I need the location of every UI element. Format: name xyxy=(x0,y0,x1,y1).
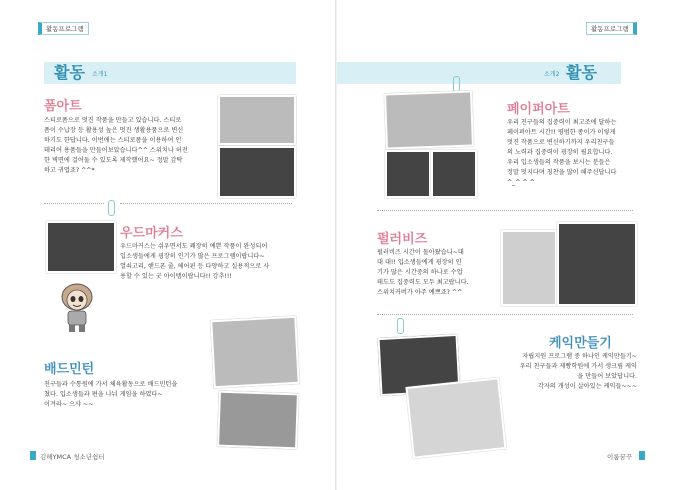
section-text-perler-beads xyxy=(377,248,507,298)
section-title-wood-markers: 우드마커스 xyxy=(120,226,183,241)
section-title-badminton: 배드민턴 xyxy=(44,362,95,377)
photo-paper-art-2 xyxy=(385,150,431,198)
left-page xyxy=(0,0,336,490)
section-text-foam-art xyxy=(44,116,214,176)
text-line: 한 벽면에 걸어둘 수 있도록 제작했어요~ 정말 감탁 xyxy=(44,157,183,164)
text-line: 정말 멋지다며 칭찬을 많이 해주신답니다 xyxy=(507,169,617,176)
text-line: ^_^ ^ ^ xyxy=(507,179,535,186)
band-title: 활동 xyxy=(566,63,597,82)
mascot-illustration xyxy=(58,282,96,334)
band-subtitle: 소개1 xyxy=(92,71,108,78)
divider xyxy=(377,210,633,211)
text-line: 태도도 집중력도 모두 최고랍니다. xyxy=(377,279,469,286)
text-line: 용할 수 있는 굿 아이템이랍니다!! 강추!!! xyxy=(120,273,232,280)
section-title-foam-art: 폼아트 xyxy=(44,99,82,114)
section-text-paper-art xyxy=(507,118,657,188)
text-line: 쳤다. 입소생들과 편을 나눠 게임을 하였다~ xyxy=(44,391,163,398)
divider xyxy=(44,203,104,204)
section-text-badminton xyxy=(44,380,209,410)
text-line: 펄러비즈 시간이 돌아왔습니~대 xyxy=(377,249,464,256)
text-line: 각자의 개성이 살아있는 케익들~~~ xyxy=(537,383,637,390)
text-line: 기가 많은 시간중의 하나로 수업 xyxy=(377,269,463,276)
section-band xyxy=(44,62,296,84)
text-line: 하기도 한답니다. 이번에는 스티로폼을 이용하여 인 xyxy=(44,137,182,144)
text-line: 우리 친구들의 집중력이 최고조에 달하는 xyxy=(507,119,617,126)
text-line: 우리 입소생들의 작품을 보시는 분들은 xyxy=(507,159,611,166)
text-line: 우드마커스는 쉬우면서도 꽤장히 예쁜 작품이 완성되어 xyxy=(120,243,268,250)
section-text-cake-making xyxy=(477,352,637,392)
text-line: 친구들과 수통원에 가서 체육활동으로 배드민턴을 xyxy=(44,381,178,388)
paperclip-icon xyxy=(108,200,115,216)
text-line: 이겨라~ 으샤 ~~ xyxy=(44,401,94,408)
header-tag: 활동프로그램 xyxy=(38,22,89,35)
photo-badminton-1 xyxy=(210,316,299,388)
text-line: 폼이 수납장 등 활용성 높은 멋진 생활용품으로 변신 xyxy=(44,127,184,134)
photo-foam-art-2 xyxy=(218,146,296,198)
text-line: 자립지원 프로그램 중 하나인 케익만들기~ xyxy=(522,353,637,360)
band-subtitle: 소개2 xyxy=(544,71,560,78)
section-title-perler-beads: 펄러비즈 xyxy=(377,232,428,247)
text-line: 스위치커버가 아주 예쁘죠? ^^ xyxy=(377,289,463,296)
photo-paper-art-1 xyxy=(384,90,474,149)
text-line: 테리어 용품들을 만들어보았습니다^^ 스위치나 허전 xyxy=(44,147,188,154)
footer-bar xyxy=(30,451,36,460)
section-band xyxy=(337,62,621,84)
text-line: 멋진 작품으로 변신하기까지 우리친구들 xyxy=(507,139,615,146)
photo-perler-beads-2 xyxy=(557,222,637,306)
text-line: 의 노력과 집중력이 굉장히 필요합니다. xyxy=(507,149,613,156)
band-title: 활동 xyxy=(54,63,85,82)
section-title-paper-art: 페이퍼아트 xyxy=(507,102,570,117)
text-line: 열쇠고리, 핸드폰 줄, 헤어핀 등 다양하고 실용적으로 사 xyxy=(120,263,270,270)
paperclip-icon xyxy=(453,76,460,92)
text-line: 을 만들어 보았답니다. xyxy=(577,373,637,380)
footer-text: 김해YMCA 청소년쉼터 xyxy=(40,453,105,461)
photo-foam-art-1 xyxy=(218,95,296,145)
divider xyxy=(377,314,633,315)
footer-bar xyxy=(639,451,645,460)
text-line: 스티로폼으로 멋진 작품을 만들고 있습니다. 스티로 xyxy=(44,117,182,124)
text-line: 대 대!! 입소생들에게 굉장히 인 xyxy=(377,259,462,266)
right-page xyxy=(337,0,673,490)
text-line: 입소생들에게 굉장히 인기가 많은 프로그램이랍니다~ xyxy=(120,253,265,260)
text-line: 하고 귀엽죠? ^^* xyxy=(44,167,95,174)
photo-badminton-2 xyxy=(217,391,299,450)
footer-text: 이룸꿈꾸 xyxy=(607,453,633,461)
text-line: 페이퍼아트 시간!! 평범한 종이가 이렇게 xyxy=(507,129,616,136)
text-line: 우리 친구들과 제빵학원에 가서 생크림 케익 xyxy=(519,363,637,370)
photo-wood-markers xyxy=(46,221,116,273)
section-title-cake-making: 케익만들기 xyxy=(549,336,612,351)
photo-perler-beads-1 xyxy=(501,230,557,306)
divider xyxy=(120,203,292,204)
section-text-wood-markers xyxy=(120,242,300,282)
photo-paper-art-3 xyxy=(431,150,477,198)
header-tag: 활동프로그램 xyxy=(586,22,637,35)
paperclip-icon xyxy=(397,318,404,334)
